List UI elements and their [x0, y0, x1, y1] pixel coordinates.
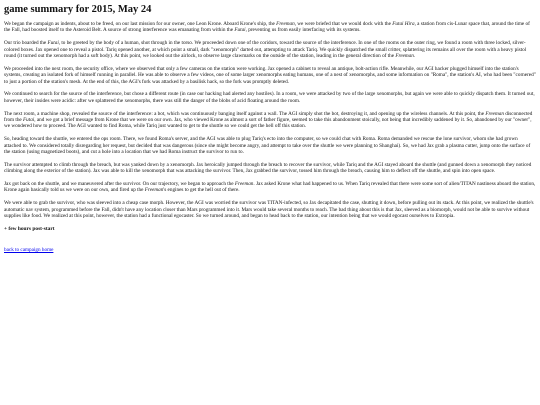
paragraph-machine-shop [4, 111, 536, 130]
paragraph-ops-room: So, heading toward the shuttle, we entered the ops room. There, we found Roma's server, and the AGI was able to plug Tariq's ecto into the computer, so we could chat with Roma. Roma demanded we rescue the lone survivor, whom she had grown attached to. We considered totally disregarding her request, but decided that was dangerous (since she might become angry, and attempt to take over the shuttle we were planning to Shanghai). So, we had Jax grab a plasma cutter, jump onto the surface of the station (using magnetized boots), and cut a hole into a location that we had Roma instruct the survivor to run to. [4, 136, 531, 156]
paragraph-shuttle [4, 181, 536, 194]
paragraph-survivor: We were able to grab the survivor, who was sleeved into a cheap case morph. However, the AGI was worried the survivor was TITAN-infected, so Jax decapitated the case, shutting it down, before pulling out its stack. At this point, we realized the shuttle's automatic nav system, programmed before the Fall, didn't have any location closer than Mars programmed into it. Mars would take several months to reach. The bad thing about this is that Jax, sleeved as a biomorph, would not be able to survive without supplies like food. We realized at this point, however, the station had a functional egocaster. So we turned around, and began to head back to the station, our intention being that we would egocast ourselves to Extropia. [4, 200, 534, 220]
ship-name: Freeman [276, 21, 295, 27]
text-run: , we were briefed that we would dock with the [294, 21, 393, 27]
ship-name: Futai [47, 40, 59, 47]
paragraph-security-office: We proceeded into the next room, the security office, where we observed that only a few cameras on the station were working. Jax opened a cabinet to reveal an antique, bolt-action rifle. Meanwhile, our AGI hacker plugged himself into the station's systems, creating an isolated fork of himself running in parallel. He was able to observe a few videos, one of some larger xenomorphs eating humans, one of a nest of xenomorphs, and some information on "Roma", the station's AI, who had been "cornered" to just a portion of the station's mesh. At the end of this, the AGI's fork was attacked by a basilisk hack, so the fork was promptly deleted. [4, 65, 536, 85]
text-run: , to be greeted by the body of a human, shot through in the torso. We proceeded down one of the coridors, toward the source of the interference. In one of the rooms on the outer ring, we found a room with three locked, silver-colored boxes. Jax opened one to reveal a pistol. Tariq opened another, at which point a small, dark "xenomorph" darted out, attempting to attack Tariq. We quickly dispatched the small critter, splattering its remains all over the room with a heavy pistol round (it turned out the xenomorph had a soft body). At this point, we looked out the airlock, to observe large clawmarks on the outside of the station, leading in the general direction of the [4, 40, 527, 60]
text-run: , a station from cis-Lunar space that, around the time of the Fall, had boosted itself to the Asteroid Belt. A source of strong interference was emanating from within the [4, 21, 530, 34]
paragraph-intro [4, 21, 536, 34]
ship-name: Futai Hira [392, 21, 415, 27]
section-subheading: + few hours post-start [4, 225, 55, 232]
text-run: . [413, 53, 416, 60]
text-run: 's engines to get the hell out of there. [163, 187, 240, 194]
ship-name: Freeman [395, 53, 414, 60]
text-run: The next room, a machine shop, revealed the source of the interference: a bot, which was continuously banging itself against a wall. The AGI simply shot the bot, destroying it, and opening up the wireless channels. At this point, the [4, 110, 486, 117]
paragraph-xenomorph-attack: We continued to search for the source of the interference, but chose a different route (in case our hacking had alerted any hostiles). In a room, we were attacked by two of the large xenomorphs, but again we were able to quickly dispatch them. It turned out, however, their insides were acidic: after we splattered the xenomorphs, there was still the danger of the blobs of acid floating around the room. [4, 91, 535, 104]
ship-name: Futai [234, 27, 246, 34]
text-run: disconnected from the [4, 110, 533, 124]
ship-name: Futai [23, 117, 35, 124]
page-title: game summary for 2015, May 24 [4, 4, 152, 15]
text-run: Our trio boarded the [4, 40, 48, 47]
text-run: We began the campaign as indents, about to be freed, on our last mission for our owner, one Leon Krone. Aboard Krone's ship, the [4, 21, 277, 27]
paragraph-rescue: The survivor attempted to climb through the breach, but was yanked down by a xenomorph. Jax heroically jumped through the breach to recover the survivor, while Tariq and the AGI stayed aboard the shuttle (and gunned down a xenomorph they noticed climbing along the exterior of the station). Jax was able to kill the xenomorph that was attacking the survivor. Then, Jax grabbed the survivor, tossed him through the breach, causing him to deflect off the shuttle, and spin into open space. [4, 161, 532, 175]
text-run: . Jax asked Krone what had happened to us. When Tariq revealed that there were some sort of alien/TITAN nastiness aboard the station, Krone again basically told us we were on our own, and fired up the [4, 181, 536, 194]
text-run: , and we got a brief message from Krone that we were on our own. Jax, who viewed Krone as almost a sort of father figure, seemed to take this abandonment stoically, not being that incredibly saddened by it. So, abandoned by our "owner", we wondered how to proceed. The AGI wanted to find Roma, while Tariq just wanted to get to the shuttle so we could get the hell off this station. [4, 117, 532, 130]
paragraph-boarding [4, 40, 536, 59]
text-run: , preventing us from easily interfacing with its systems. [245, 27, 361, 34]
ship-name: Freeman [144, 187, 164, 194]
text-run: Jax got back on the shuttle, and we maneuvered after the survivor. On our trajectory, we began to approach the [4, 181, 235, 188]
ship-name: Freeman [485, 110, 504, 117]
back-to-campaign-link[interactable]: back to campaign home [4, 247, 54, 254]
ship-name: Freeman [234, 181, 254, 188]
